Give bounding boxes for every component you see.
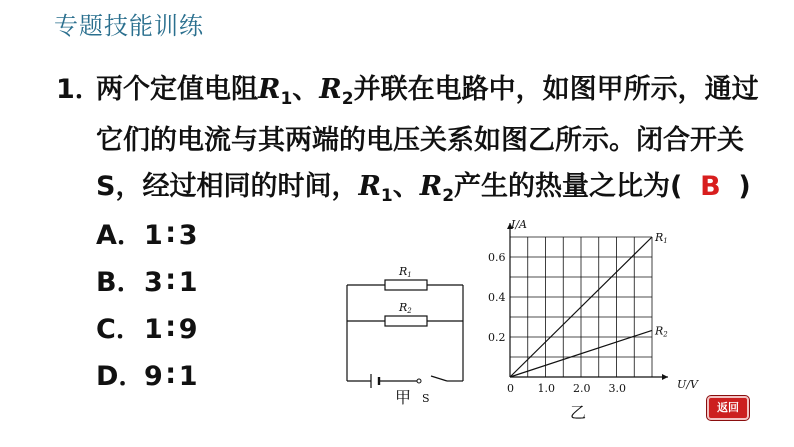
option-c[interactable] (96, 307, 202, 346)
question-text: 并联在电路中，如图甲所示，通过 (353, 74, 759, 105)
y-tick-label: 0.2 (488, 331, 506, 344)
option-label: A． (96, 220, 144, 251)
chart-caption: 乙 (570, 403, 587, 422)
resistor-r1 (385, 280, 427, 290)
x-tick-label: 0 (507, 382, 514, 395)
separator: 、 (292, 74, 320, 105)
resistor-r2 (385, 316, 427, 326)
chart-series (510, 231, 668, 377)
r2-symbol: R (419, 171, 443, 202)
x-tick-label: 1.0 (537, 382, 555, 395)
option-label: B． (96, 267, 144, 298)
question-line-2 (96, 118, 744, 157)
r1-symbol: R (358, 171, 381, 202)
section-title: 专题技能训练 (54, 12, 204, 40)
series-label-r1: R1 (655, 231, 668, 245)
question-text: 它们的电流与其两端的电压关系如图乙所示。闭合开关 (96, 125, 744, 156)
switch-blade (431, 376, 447, 381)
series-label-r2: R2 (655, 324, 668, 339)
question-line-1 (96, 67, 759, 109)
r1-label: R1 (399, 265, 412, 279)
r2-symbol: R (319, 74, 342, 105)
x-tick-label: 2.0 (573, 382, 591, 395)
question-text: 两个定值电阻 (96, 74, 258, 105)
iu-chart (488, 212, 698, 426)
option-label: C． (96, 314, 143, 345)
y-tick-label: 0.4 (488, 291, 506, 304)
option-b[interactable] (96, 260, 202, 299)
r1-subscript: 1 (380, 186, 393, 206)
r2-subscript: 2 (341, 89, 354, 109)
back-button[interactable]: 返回 (707, 396, 749, 420)
x-tick-label: 3.0 (608, 382, 626, 395)
option-value: 1∶3 (144, 220, 202, 251)
option-d[interactable] (96, 354, 202, 393)
option-value: 9∶1 (144, 361, 202, 392)
answer-text: B (700, 171, 721, 202)
question-text: 产生的热量之比为( (454, 171, 683, 202)
option-a[interactable] (96, 213, 202, 252)
r2-subscript: 2 (442, 186, 455, 206)
chart-ticks (488, 251, 626, 395)
r1-symbol: R (258, 74, 281, 105)
r1-subscript: 1 (280, 89, 293, 109)
x-axis-arrow (662, 374, 668, 380)
separator: 、 (392, 171, 420, 202)
option-value: 3∶1 (144, 267, 202, 298)
question-text: S，经过相同的时间， (96, 171, 359, 202)
y-axis-label: I/A (511, 218, 527, 231)
question-number: 1． (56, 74, 102, 105)
option-label: D． (96, 361, 146, 392)
r2-label: R2 (399, 301, 412, 315)
question-text: ) (738, 171, 751, 202)
circuit-diagram (335, 255, 475, 415)
y-tick-label: 0.6 (488, 251, 506, 264)
switch-label: S (422, 392, 430, 405)
x-axis-label: U/V (677, 378, 698, 391)
circuit-caption: 甲 (395, 388, 412, 407)
switch-contact (417, 379, 421, 383)
option-value: 1∶9 (144, 314, 202, 345)
question-line-3 (96, 164, 751, 206)
